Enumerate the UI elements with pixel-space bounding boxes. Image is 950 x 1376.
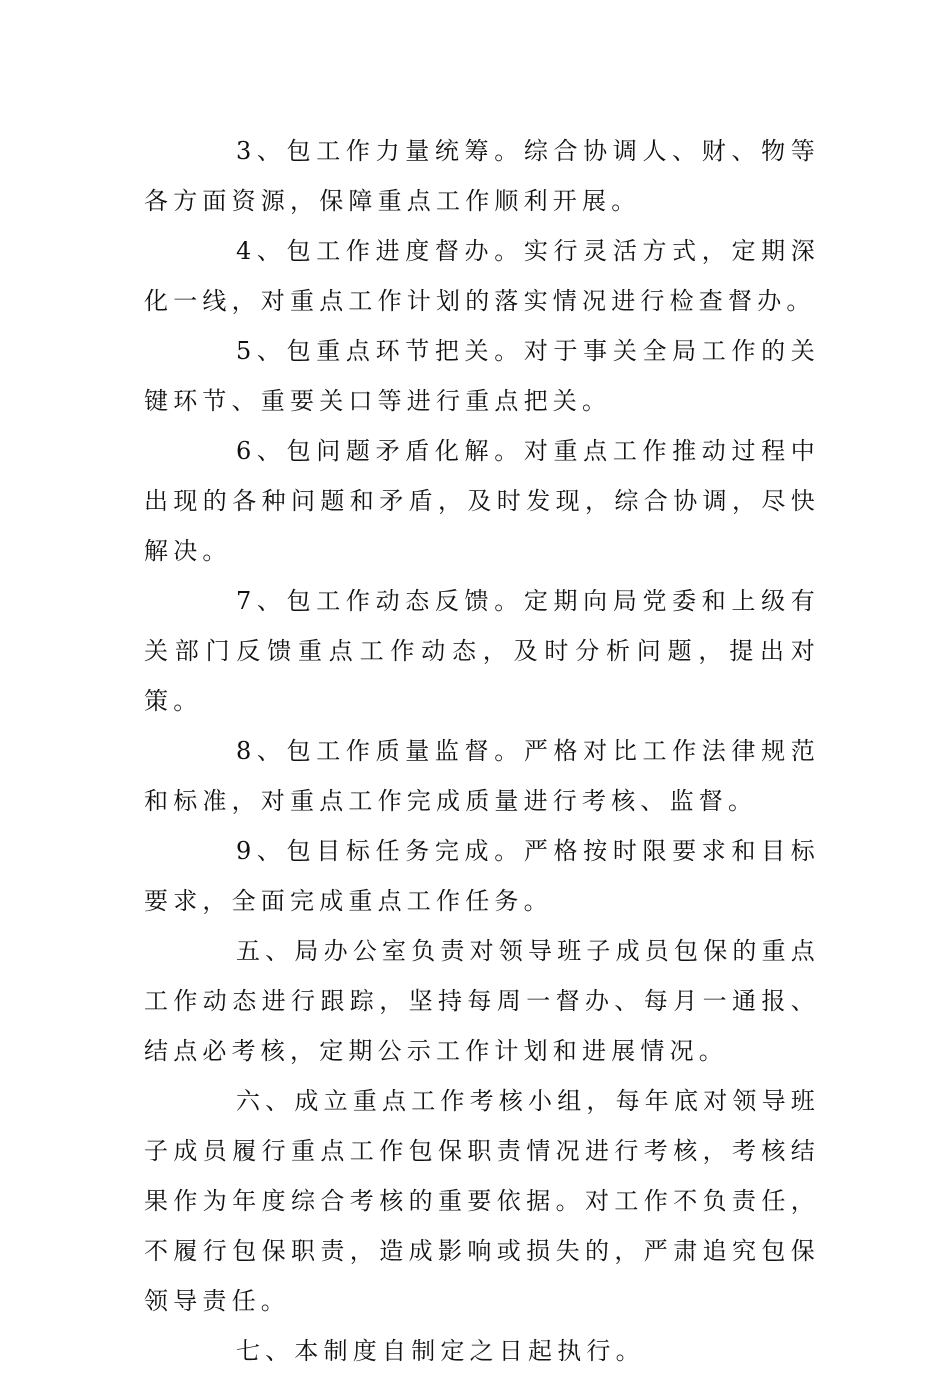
paragraph-item-6: 6、包问题矛盾化解。对重点工作推动过程中出现的各种问题和矛盾，及时发现，综合协调，尽快解决。 [144,437,820,565]
paragraph-item-4: 4、包工作进度督办。实行灵活方式，定期深化一线，对重点工作计划的落实情况进行检查督办。 [144,237,820,315]
paragraph-item-3: 3、包工作力量统筹。综合协调人、财、物等各方面资源，保障重点工作顺利开展。 [144,137,820,215]
paragraph-item-5: 5、包重点环节把关。对于事关全局工作的关键环节、重要关口等进行重点把关。 [144,337,820,415]
paragraph-section-six: 六、成立重点工作考核小组，每年底对领导班子成员履行重点工作包保职责情况进行考核，考核结果作为年度综合考核的重要依据。对工作不负责任，不履行包保职责，造成影响或损失的，严肃追究包保领导责任。 [144,1087,820,1315]
paragraph-item-8: 8、包工作质量监督。严格对比工作法律规范和标准，对重点工作完成质量进行考核、监督。 [144,737,820,815]
paragraph-section-five: 五、局办公室负责对领导班子成员包保的重点工作动态进行跟踪，坚持每周一督办、每月一通报、结点必考核，定期公示工作计划和进展情况。 [144,937,820,1065]
paragraph-item-9: 9、包目标任务完成。严格按时限要求和目标要求，全面完成重点工作任务。 [144,837,820,915]
paragraph-item-7: 7、包工作动态反馈。定期向局党委和上级有关部门反馈重点工作动态，及时分析问题，提出对策。 [144,587,820,715]
document-body [144,126,820,1376]
paragraph-section-seven: 七、本制度自制定之日起执行。 [236,1337,645,1365]
